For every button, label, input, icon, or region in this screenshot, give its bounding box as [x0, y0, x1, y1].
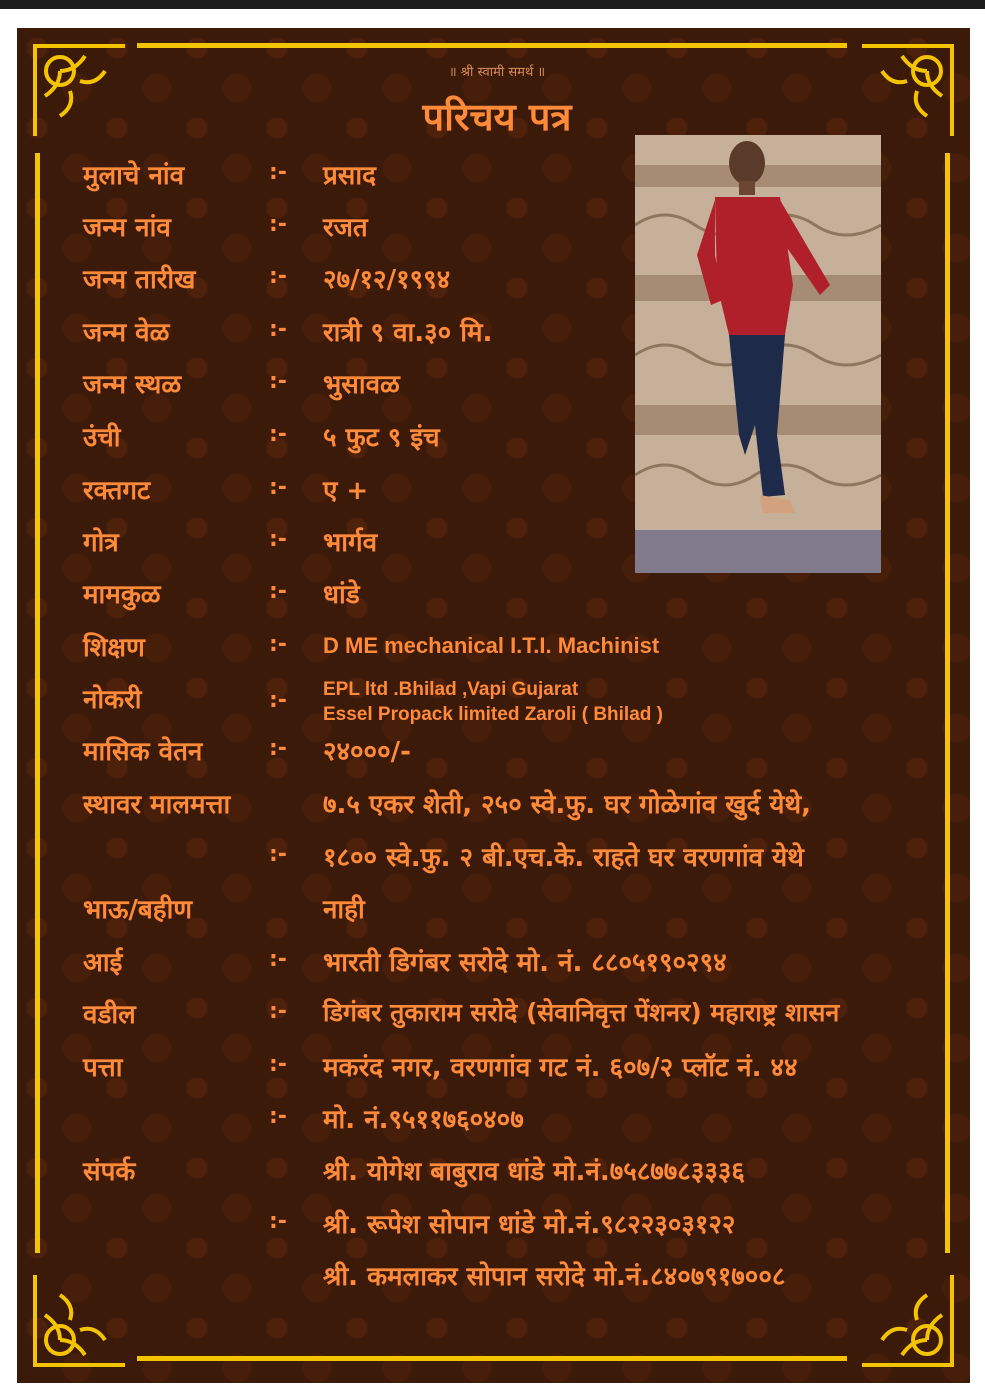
colon: :-: [269, 317, 287, 342]
frame-right: [945, 153, 950, 1253]
colon: :-: [269, 632, 287, 657]
corner-ornament-top-left: [25, 36, 135, 146]
corner-ornament-top-right: [852, 36, 962, 146]
value-siblings: नाही: [323, 895, 365, 925]
value-address: मकरंद नगर, वरणगांव गट नं. ६०७/२ प्लॉट नं. ४४: [323, 1053, 798, 1083]
label-gotra: गोत्र: [83, 528, 119, 558]
value-contact-line1: श्री. योगेश बाबुराव धांडे मो.नं.७५८७७८३३३६: [323, 1157, 745, 1187]
label-job: नोकरी: [83, 685, 142, 715]
value-birth-time: रात्री ९ वा.३० मि.: [323, 318, 493, 348]
label-contact: संपर्क: [83, 1157, 136, 1187]
value-contact-line2: श्री. रूपेश सोपान धांडे मो.नं.९८२२३०३१२२: [323, 1210, 736, 1240]
colon: :-: [269, 1104, 287, 1129]
colon: :-: [269, 999, 287, 1024]
colon: :-: [269, 422, 287, 447]
label-birth-date: जन्म तारीख: [83, 265, 196, 295]
label-birth-name: जन्म नांव: [83, 213, 171, 243]
label-siblings: भाऊ/बहीण: [83, 895, 193, 925]
label-address: पत्ता: [83, 1053, 123, 1083]
value-blood-group: ए +: [323, 476, 369, 506]
colon: :-: [269, 264, 287, 289]
value-contact-line3: श्री. कमलाकर सोपान सरोदे मो.नं.८४०७९१७००८: [323, 1262, 786, 1292]
label-education: शिक्षण: [83, 633, 145, 663]
colon: :-: [269, 947, 287, 972]
colon: :-: [269, 688, 287, 713]
profile-photo: [635, 135, 881, 573]
value-birth-place: भुसावळ: [323, 370, 400, 400]
label-height: उंची: [83, 423, 121, 453]
label-father: वडील: [83, 1000, 136, 1030]
corner-ornament-bottom-right: [852, 1265, 962, 1375]
label-salary: मासिक वेतन: [83, 737, 203, 767]
value-height: ५ फुट ९ इंच: [323, 423, 440, 453]
value-birth-name: रजत: [323, 213, 368, 243]
value-address-mobile: मो. नं.९५११७६०४०७: [323, 1105, 524, 1135]
colon: :-: [269, 475, 287, 500]
value-father: डिगंबर तुकाराम सरोदे (सेवानिवृत्त पेंशनर) महाराष्ट्र शासन: [323, 998, 840, 1027]
value-salary: २४०००/-: [323, 737, 411, 767]
biodata-card: [17, 28, 970, 1383]
colon: :-: [269, 1052, 287, 1077]
colon: :-: [269, 579, 287, 604]
label-birth-time: जन्म वेळ: [83, 318, 170, 348]
value-birth-date: २७/१२/१९९४: [323, 265, 451, 295]
value-mother: भारती डिगंबर सरोदे मो. नं. ८८०५१९०२९४: [323, 948, 727, 978]
value-job-line2: Essel Propack limited Zaroli ( Bhilad ): [323, 704, 663, 725]
value-name: प्रसाद: [323, 161, 376, 191]
label-birth-place: जन्म स्थळ: [83, 370, 182, 400]
frame-top: [137, 43, 847, 48]
label-name: मुलाचे नांव: [83, 161, 185, 191]
frame-bottom: [137, 1356, 847, 1361]
colon: :-: [269, 736, 287, 761]
frame-left: [35, 153, 40, 1253]
label-property: स्थावर मालमत्ता: [83, 790, 231, 820]
value-education: D ME mechanical I.T.I. Machinist: [323, 633, 660, 658]
colon: :-: [269, 1209, 287, 1234]
colon: :-: [269, 212, 287, 237]
colon: :-: [269, 369, 287, 394]
label-blood-group: रक्तगट: [83, 476, 151, 506]
label-mamkul: मामकुळ: [83, 580, 161, 610]
colon: :-: [269, 527, 287, 552]
value-job-line1: EPL ltd .Bhilad ,Vapi Gujarat: [323, 679, 579, 700]
corner-ornament-bottom-left: [25, 1265, 135, 1375]
label-mother: आई: [83, 948, 123, 978]
photo-illustration: [635, 135, 881, 573]
invocation-text: ॥ श्री स्वामी समर्थ ॥: [448, 65, 546, 80]
colon: :-: [269, 842, 287, 867]
value-property-line2: १८०० स्वे.फु. २ बी.एच.के. राहते घर वरणगांव येथे: [323, 843, 804, 873]
value-gotra: भार्गव: [323, 528, 378, 558]
page-title: परिचय पत्र: [422, 95, 572, 139]
value-property-line1: ७.५ एकर शेती, २५० स्वे.फु. घर गोळेगांव खुर्द येथे,: [323, 790, 811, 820]
top-bar: [0, 0, 985, 9]
value-mamkul: धांडे: [323, 580, 360, 610]
colon: :-: [269, 160, 287, 185]
